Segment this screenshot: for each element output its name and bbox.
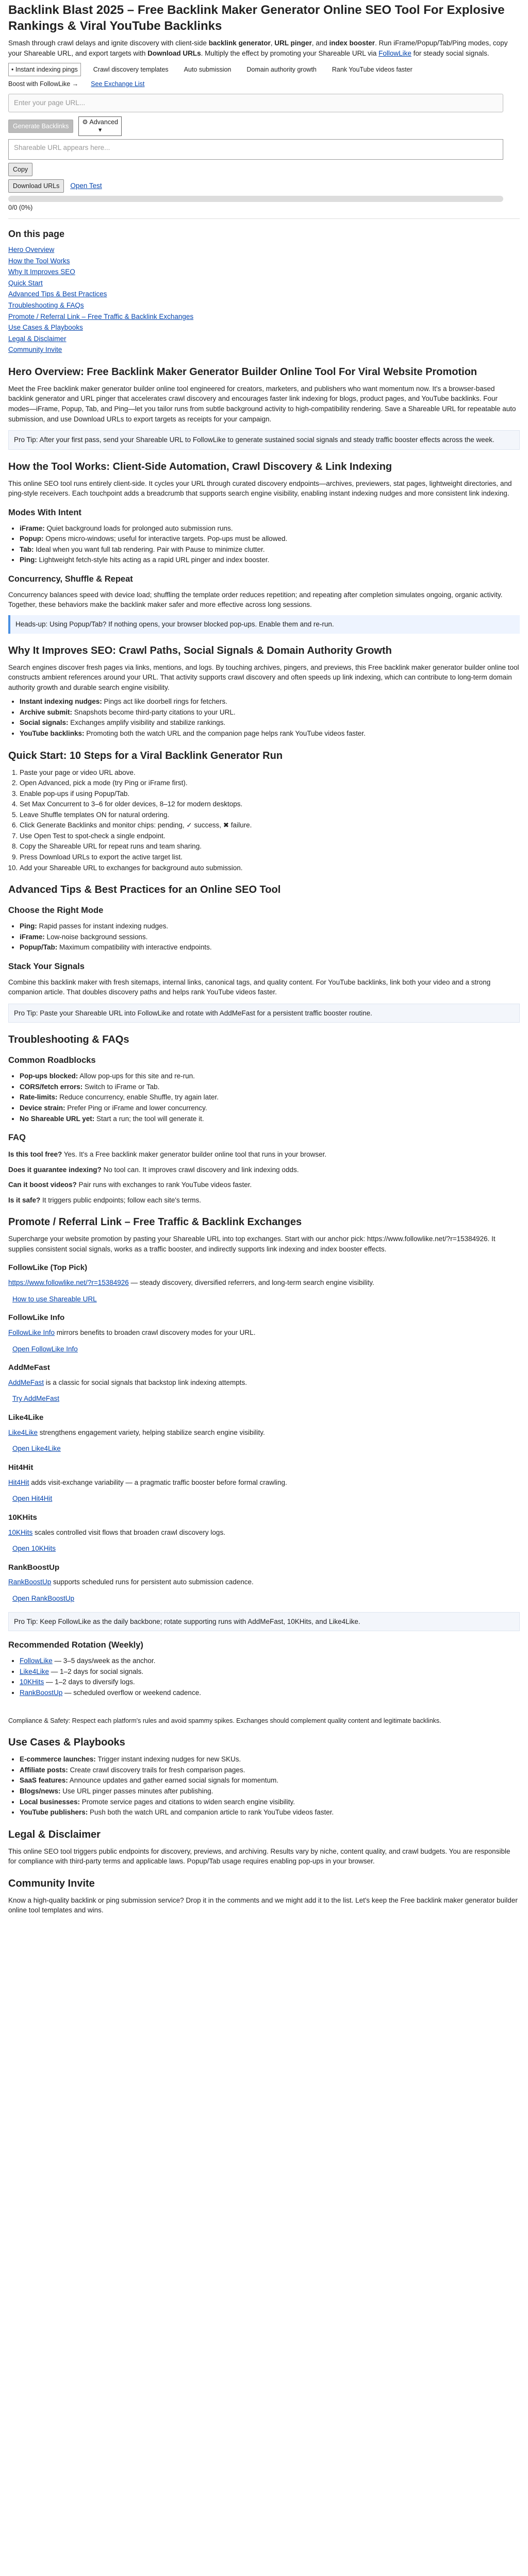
concurrency-paragraph: Concurrency balances speed with device load; shuffling the template order reduces repetition; and repeating after completion simulates ongoing, organic activity. Together, these behaviors make the backlink maker safer and more effective across long sessions. [8, 590, 503, 609]
list-item: • iFrame: Low-noise background sessions. [20, 932, 520, 942]
list-item: • iFrame: Quiet background loads for prolonged auto submission runs. [20, 523, 520, 534]
compliance-note: Compliance & Safety: Respect each platform's rules and avoid spammy spikes. Exchanges should complement quality content and legitimate backlinks. [8, 1717, 441, 1725]
list-item: • Social signals: Exchanges amplify visibility and stabilize rankings. [20, 718, 520, 728]
lead-paragraph: Smash through crawl delays and ignite discovery with client-side backlink generator, URL pinger, and index booster. Run iFrame/Popup/Tab/Ping modes, copy your Shareable URL, and export targets with Download URLs. Multiply the effect by promoting your Shareable URL via FollowLike for steady social signals. [8, 39, 508, 57]
advanced-pro-tip: Pro Tip: Paste your Shareable URL into FollowLike and rotate with AddMeFast for a persistent traffic booster routine. [8, 1004, 520, 1023]
list-item: • Like4Like — 1–2 days for social signals. [20, 1667, 520, 1677]
toc-item: Legal & Disclaimer [8, 334, 67, 343]
exchange-card-hit4hit: Hit4Hit Hit4Hit adds visit-exchange variability — a pragmatic traffic booster before formal crawling. Open Hit4Hit [8, 1462, 520, 1504]
boost-followlike-button[interactable]: Boost with FollowLike → [8, 80, 79, 88]
step-item: 10. Add your Shareable URL to exchanges for background auto submission. [20, 863, 520, 873]
list-item: • RankBoostUp — scheduled overflow or weekend cadence. [20, 1688, 520, 1698]
exchange-card-like4like: Like4Like Like4Like strengthens engagement variety, helping stabilize search engine visibility. Open Like4Like [8, 1412, 520, 1454]
tab-auto-submission[interactable]: Auto submission [184, 65, 232, 73]
copy-button[interactable]: Copy [8, 163, 32, 176]
toc-item: Promote / Referral Link – Free Traffic & Backlink Exchanges [8, 312, 194, 320]
how-paragraph: This online SEO tool runs entirely client-side. It cycles your URL through curated discovery endpoints—archives, previewers, stat pages, lightweight directories, and ping-style receivers. Each touchpoint adds a breadcrumb that supports search engine visibility, enabling instant indexing nudges and more consistent link indexing. [8, 479, 512, 498]
download-row [8, 179, 520, 193]
list-item: • Popup: Opens micro-windows; useful for interactive targets. Pop-ups must be allowed. [20, 534, 520, 544]
tab-rank-youtube[interactable]: Rank YouTube videos faster [332, 65, 412, 73]
download-urls-button[interactable]: Download URLs [8, 179, 64, 193]
heads-up-callout: Heads-up: Using Popup/Tab? If nothing opens, your browser blocked pop-ups. Enable them and re-run. [8, 615, 520, 634]
list-item: • Affiliate posts: Create crawl discovery trails for fresh comparison pages. [20, 1765, 520, 1775]
list-item: • Ping: Lightweight fetch-style hits acting as a rapid URL pinger and index booster. [20, 555, 520, 565]
generate-backlinks-button[interactable]: Generate Backlinks [8, 120, 73, 133]
rotation-heading: Recommended Rotation (Weekly) [8, 1640, 143, 1650]
exchange-link[interactable]: Like4Like [8, 1428, 38, 1436]
community-heading: Community Invite [8, 1877, 95, 1889]
modes-list [8, 523, 520, 565]
exchange-link[interactable]: https://www.followlike.net/?r=15384926 [8, 1279, 129, 1287]
toc-item: Quick Start [8, 279, 43, 287]
exchange-card-addmefast: AddMeFast AddMeFast is a classic for social signals that backstop link indexing attempts. Try AddMeFast [8, 1362, 520, 1404]
keyword-tabs [8, 63, 520, 76]
toc-item: How the Tool Works [8, 257, 70, 265]
list-item: • Popup/Tab: Maximum compatibility with interactive endpoints. [20, 942, 520, 953]
list-item: • Archive submit: Snapshots become third-party citations to your URL. [20, 707, 520, 718]
stack-paragraph: Combine this backlink maker with fresh sitemaps, internal links, canonical tags, and quality content. For YouTube backlinks, link both your video and a strong companion article. That doubles discovery paths and helps rank YouTube videos faster. [8, 978, 491, 996]
mode-choice-list [8, 921, 520, 953]
quick-start-steps [8, 768, 520, 873]
promote-paragraph: Supercharge your website promotion by pasting your Shareable URL into top exchanges. Start with our anchor pick: https://www.followlike.net/?r=15384926. It supplies consistent social signals, works as a traffic booster, and indirectly supports link indexing and index booster effects. [8, 1235, 496, 1253]
list-item: • Rate-limits: Reduce concurrency, enable Shuffle, try again later. [20, 1092, 520, 1103]
toc-item: Why It Improves SEO [8, 268, 75, 276]
promote-pro-tip: Pro Tip: Keep FollowLike as the daily backbone; rotate supporting runs with AddMeFast, 10KHits, and Like4Like. [8, 1612, 520, 1632]
faq-item: Does it guarantee indexing? No tool can. It improves crawl discovery and link indexing odds. [8, 1165, 299, 1174]
list-item: • CORS/fetch errors: Switch to iFrame or Tab. [20, 1082, 520, 1092]
exchange-card-button[interactable]: Open RankBoostUp [12, 1594, 75, 1602]
cta-row [8, 79, 520, 89]
exchange-card-button[interactable]: Open 10KHits [12, 1545, 56, 1553]
toc-list [8, 245, 520, 355]
step-item: 5. Leave Shuffle templates ON for natural ordering. [20, 810, 520, 820]
exchange-card-followlike-info: FollowLike Info FollowLike Info mirrors benefits to broaden crawl discovery modes for your URL. Open FollowLike Info [8, 1312, 520, 1354]
tab-domain-authority[interactable]: Domain authority growth [246, 65, 317, 73]
list-item: • 10KHits — 1–2 days to diversify logs. [20, 1677, 520, 1687]
step-item: 8. Copy the Shareable URL for repeat runs and team sharing. [20, 841, 520, 852]
how-heading: How the Tool Works: Client-Side Automation, Crawl Discovery & Link Indexing [8, 461, 392, 472]
exchange-link[interactable]: AddMeFast [8, 1378, 44, 1386]
step-item: 6. Click Generate Backlinks and monitor chips: pending, ✓ success, ✖ failure. [20, 820, 520, 831]
rotation-list [8, 1656, 520, 1698]
faq-item: Can it boost videos? Pair runs with exchanges to rank YouTube videos faster. [8, 1181, 252, 1189]
generate-row [8, 116, 520, 136]
exchange-card-rankboostup: RankBoostUp RankBoostUp supports scheduled runs for persistent auto submission cadence. Open RankBoostUp [8, 1562, 520, 1604]
list-item: • Pop-ups blocked: Allow pop-ups for this site and re-run. [20, 1071, 520, 1081]
url-input[interactable]: Enter your page URL... [8, 94, 503, 112]
list-item: • YouTube backlinks: Promoting both the watch URL and the companion page helps rank YouTube videos faster. [20, 728, 520, 739]
followlike-link[interactable]: FollowLike [378, 49, 411, 57]
divider [8, 218, 520, 219]
step-item: 1. Paste your page or video URL above. [20, 768, 520, 778]
why-heading: Why It Improves SEO: Crawl Paths, Social Signals & Domain Authority Growth [8, 645, 392, 656]
list-item: • YouTube publishers: Push both the watch URL and companion article to rank YouTube videos faster. [20, 1807, 520, 1818]
promote-heading: Promote / Referral Link – Free Traffic & Backlink Exchanges [8, 1216, 302, 1228]
exchange-link[interactable]: 10KHits [8, 1528, 33, 1536]
list-item: • No Shareable URL yet: Start a run; the tool will generate it. [20, 1114, 520, 1124]
faq-item: Is it safe? It triggers public endpoints; follow each site's terms. [8, 1196, 202, 1204]
exchange-card-followlike: FollowLike (Top Pick) https://www.followlike.net/?r=15384926 — steady discovery, diversified referrers, and long-term search engine visibility. How to use Shareable URL [8, 1262, 520, 1304]
step-item: 3. Enable pop-ups if using Popup/Tab. [20, 789, 520, 799]
hero-pro-tip: Pro Tip: After your first pass, send your Shareable URL to FollowLike to generate sustained social signals and steady traffic booster effects across the week. [8, 430, 520, 450]
step-item: 2. Open Advanced, pick a mode (try Ping or iFrame first). [20, 778, 520, 788]
step-item: 4. Set Max Concurrent to 3–6 for older devices, 8–12 for modern desktops. [20, 799, 520, 809]
modes-heading: Modes With Intent [8, 507, 81, 517]
tab-crawl-discovery[interactable]: Crawl discovery templates [93, 65, 169, 73]
advanced-toggle[interactable]: ⚙ Advanced ▾ [78, 116, 122, 136]
list-item: • Device strain: Prefer Ping or iFrame and lower concurrency. [20, 1103, 520, 1113]
chevron-down-icon: ▾ [98, 126, 102, 133]
faq-item: Is this tool free? Yes. It's a Free backlink maker generator builder online tool that runs in your browser. [8, 1150, 327, 1158]
why-list [8, 697, 520, 738]
roadblocks-list [8, 1071, 520, 1124]
exchange-card-button[interactable]: Open FollowLike Info [12, 1345, 78, 1353]
faq-heading: FAQ [8, 1133, 26, 1143]
list-item: • E-commerce launches: Trigger instant indexing nudges for new SKUs. [20, 1754, 520, 1765]
exchange-card-button[interactable]: How to use Shareable URL [12, 1295, 97, 1303]
toc-heading: On this page [8, 229, 65, 240]
hero-heading: Hero Overview: Free Backlink Maker Generator Builder Online Tool For Viral Website Promotion [8, 366, 477, 378]
toc-item: Hero Overview [8, 246, 55, 254]
why-paragraph: Search engines discover fresh pages via links, mentions, and logs. By touching archives, pingers, and previews, this Free backlink maker generator builder online tool constructs ambient references around your URL. That activity supports crawl discovery and often speeds up link indexing, which can contribute to long-term domain authority growth and durable search engine visibility. [8, 663, 519, 691]
list-item: • Tab: Ideal when you want full tab rendering. Pair with Pause to minimize clutter. [20, 545, 520, 555]
exchange-card-button[interactable]: Open Hit4Hit [12, 1495, 53, 1503]
exchange-card-button[interactable]: Open Like4Like [12, 1445, 61, 1453]
troubleshooting-heading: Troubleshooting & FAQs [8, 1034, 129, 1046]
toc-item: Community Invite [8, 346, 62, 354]
list-item: • Instant indexing nudges: Pings act like doorbell rings for fetchers. [20, 697, 520, 707]
exchange-card-button[interactable]: Try AddMeFast [12, 1395, 60, 1403]
legal-heading: Legal & Disclaimer [8, 1828, 101, 1840]
concurrency-heading: Concurrency, Shuffle & Repeat [8, 574, 133, 584]
toc-item: Use Cases & Playbooks [8, 324, 83, 332]
exchange-link[interactable]: RankBoostUp [8, 1578, 52, 1586]
list-item: • Ping: Rapid passes for instant indexing nudges. [20, 921, 520, 931]
stack-heading: Stack Your Signals [8, 961, 85, 971]
tab-instant-indexing[interactable]: • Instant indexing pings [8, 63, 81, 76]
list-item: • Local businesses: Promote service pages and citations to widen search engine visibility. [20, 1797, 520, 1807]
exchange-link[interactable]: Hit4Hit [8, 1478, 29, 1486]
choose-mode-heading: Choose the Right Mode [8, 906, 104, 916]
toc-item: Advanced Tips & Best Practices [8, 290, 107, 298]
exchange-list-link[interactable]: See Exchange List [91, 80, 145, 88]
shareable-url-field[interactable]: Shareable URL appears here... [8, 139, 503, 160]
advanced-heading: Advanced Tips & Best Practices for an Online SEO Tool [8, 884, 281, 896]
list-item: • Blogs/news: Use URL pinger passes minutes after publishing. [20, 1786, 520, 1797]
use-cases-heading: Use Cases & Playbooks [8, 1737, 125, 1749]
roadblocks-heading: Common Roadblocks [8, 1056, 96, 1065]
progress-status: 0/0 (0%) [8, 204, 33, 211]
hero-paragraph: Meet the Free backlink maker generator builder online tool engineered for creators, marketers, and publishers who want momentum now. It's a browser-based backlink generator and URL pinger that accelerates crawl discovery and encourages faster link indexing for blogs, product pages, and YouTube backlinks. Four modes—iFrame, Popup, Tab, and Ping—let you tailor runs from subtle background activity to high-compatibility rendering. Save a Shareable URL for repeatable auto submission, and use Download URLs to export targets as receipts for your campaign. [8, 384, 516, 423]
step-item: 7. Use Open Test to spot-check a single endpoint. [20, 831, 520, 841]
community-paragraph: Know a high-quality backlink or ping submission service? Drop it in the comments and we might add it to the list. Let's keep the Free backlink maker generator builder online tool templates and wins. [8, 1896, 518, 1914]
step-item: 9. Press Download URLs to export the active target list. [20, 852, 520, 862]
faq-list [8, 1149, 520, 1205]
quick-start-heading: Quick Start: 10 Steps for a Viral Backlink Generator Run [8, 750, 283, 761]
legal-paragraph: This online SEO tool triggers public endpoints for discovery, previews, and archiving. Results vary by niche, content quality, and crawl budgets. You are responsible for compliance with third-party terms and applicable laws. Popup/Tab usage requires enabling pop-ups in your browser. [8, 1847, 510, 1866]
use-cases-list [8, 1754, 520, 1817]
copy-row [8, 163, 520, 176]
list-item: • FollowLike — 3–5 days/week as the anchor. [20, 1656, 520, 1666]
page-title: Backlink Blast 2025 – Free Backlink Maker Generator Online SEO Tool For Explosive Rankings & Viral YouTube Backlinks [8, 3, 505, 33]
exchange-card-10khits: 10KHits 10KHits scales controlled visit flows that broaden crawl discovery logs. Open 10KHits [8, 1512, 520, 1554]
toc-item: Troubleshooting & FAQs [8, 301, 84, 310]
list-item: • SaaS features: Announce updates and gather earned social signals for momentum. [20, 1775, 520, 1786]
exchange-link[interactable]: FollowLike Info [8, 1329, 55, 1336]
open-test-link[interactable]: Open Test [70, 182, 102, 190]
progress-bar [8, 196, 503, 202]
